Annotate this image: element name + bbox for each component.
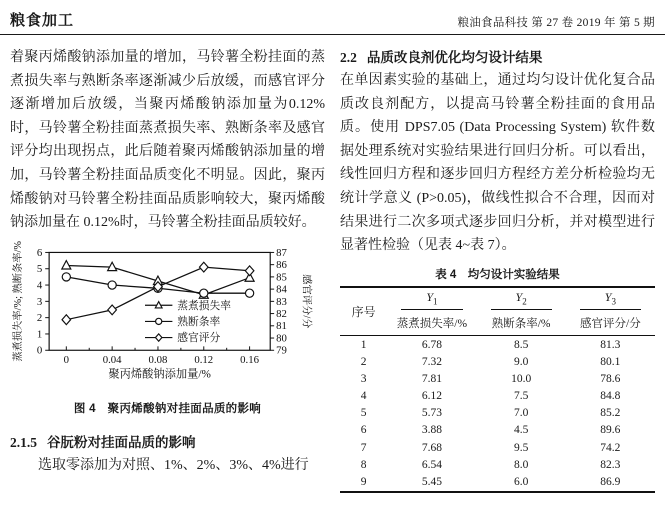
svg-text:79: 79: [276, 344, 287, 357]
table-row: [340, 473, 655, 491]
table-row: [340, 353, 655, 370]
figure4: [10, 241, 325, 416]
y3-subscript: 3: [611, 296, 616, 307]
body-paragraph: 选取零添加为对照、1%、2%、3%、4%进行: [38, 457, 309, 473]
svg-text:80: 80: [276, 332, 287, 345]
svg-text:86: 86: [276, 258, 287, 271]
svg-text:1: 1: [36, 328, 43, 341]
table-cell: 6.0: [513, 476, 529, 489]
table-cell: 3: [360, 372, 367, 385]
table-row: [340, 387, 655, 404]
svg-text:0.12: 0.12: [194, 353, 214, 366]
table-cell: 86.9: [600, 476, 621, 489]
left-column: [10, 46, 325, 493]
y2-symbol: Y: [515, 290, 523, 305]
section-heading-2-1-5: [10, 431, 325, 454]
page-body: [0, 35, 665, 493]
table-cell: 7.32: [421, 355, 442, 368]
table-cell: 89.6: [600, 424, 621, 437]
table-cell: 5: [360, 407, 367, 420]
table-cell: 2: [360, 355, 367, 368]
table-cell: 6.78: [421, 338, 442, 351]
col-header-y2-name: 熟断条率/%: [477, 312, 566, 335]
svg-text:蒸煮损失率: 蒸煮损失率: [177, 299, 232, 312]
table-cell: 6: [360, 424, 367, 437]
svg-text:熟断条率: 熟断条率: [177, 315, 221, 328]
right-column: [340, 46, 655, 493]
table-row: [340, 422, 655, 439]
table-cell: 4.5: [513, 424, 529, 437]
col-header-y2: [477, 287, 566, 313]
table4-header: [340, 287, 655, 336]
table4-body: [340, 335, 655, 491]
table4-caption: 表 4 均匀设计实验结果: [435, 268, 560, 281]
table-cell: 74.2: [600, 441, 621, 454]
table-row: [340, 335, 655, 353]
figure4-caption: 图 4 聚丙烯酸钠对挂面品质的影响: [73, 402, 262, 415]
svg-text:85: 85: [276, 271, 287, 284]
table-row: [340, 405, 655, 422]
table-cell: 9.5: [513, 441, 529, 454]
table-cell: 7.0: [513, 407, 529, 420]
svg-text:感官评分/分: 感官评分/分: [300, 274, 312, 329]
table-cell: 5.45: [421, 476, 442, 489]
table-cell: 6.54: [421, 458, 442, 471]
svg-text:83: 83: [276, 295, 287, 308]
svg-text:0.04: 0.04: [102, 353, 122, 366]
journal-section-title: 粮食加工: [10, 12, 75, 29]
svg-text:81: 81: [276, 319, 287, 332]
y1-symbol: Y: [426, 290, 433, 305]
table-cell: 4: [360, 390, 367, 403]
table-cell: 82.3: [600, 458, 621, 471]
svg-text:3: 3: [36, 295, 43, 308]
table-cell: 80.1: [600, 355, 621, 368]
col-header-y3-name: 感官评分/分: [566, 312, 655, 335]
section-number: 2.1.5: [10, 434, 37, 450]
table-row: [340, 456, 655, 473]
svg-text:聚丙烯酸钠添加量/%: 聚丙烯酸钠添加量/%: [108, 368, 211, 381]
svg-text:87: 87: [276, 246, 287, 259]
table-cell: 78.6: [600, 372, 621, 385]
table-cell: 1: [360, 338, 367, 351]
y3-symbol: Y: [604, 290, 612, 305]
table-cell: 8.5: [513, 338, 529, 351]
svg-text:0.08: 0.08: [148, 353, 168, 366]
svg-text:2: 2: [36, 311, 43, 324]
section-title: 品质改良剂优化均匀设计结果: [366, 50, 543, 65]
col-header-y1: [387, 287, 476, 313]
journal-issue-info: 粮油食品科技 第 27 卷 2019 年 第 5 期: [457, 17, 655, 29]
svg-text:0: 0: [63, 353, 70, 366]
table-cell: 7.5: [513, 390, 529, 403]
table-cell: 9: [360, 476, 367, 489]
table4: [340, 286, 655, 493]
table-cell: 5.73: [421, 407, 442, 420]
table-cell: 3.88: [421, 424, 442, 437]
page-header: [0, 0, 665, 35]
y2-subscript: 2: [522, 296, 527, 307]
svg-text:0: 0: [36, 344, 43, 357]
body-paragraph: 在单因素实验的基础上，通过均匀设计优化复合品质改良剂配方，以提高马铃薯全粉挂面的食用品质。使用 DPS7.05 (Data Processing System) 软件数据处理系统对实验结果进行回归分析。可以看出，线性回归方程和逐步回归方程经方差分析检验均无统计学意义 (P>0.05)，做线性拟合不合理，因而对结果进行二次多项式逐步回归分析，并对模型进行显著性检验（见表 4~表 7）。: [340, 73, 655, 254]
table-cell: 9.0: [513, 355, 529, 368]
section-number: 2.2: [340, 50, 357, 65]
section-heading-2-2: [340, 46, 655, 69]
svg-text:82: 82: [276, 307, 287, 320]
y1-subscript: 1: [433, 296, 438, 307]
svg-text:0.16: 0.16: [240, 353, 260, 366]
svg-text:6: 6: [36, 246, 43, 259]
svg-text:4: 4: [36, 279, 43, 292]
table-cell: 8: [360, 458, 367, 471]
col-header-y1-name: 蒸煮损失率/%: [387, 312, 476, 335]
table-cell: 84.8: [600, 390, 621, 403]
table-cell: 10.0: [511, 372, 532, 385]
svg-text:蒸煮损失率/%; 熟断条率/%: 蒸煮损失率/%; 熟断条率/%: [12, 240, 24, 362]
table-cell: 85.2: [600, 407, 621, 420]
svg-text:84: 84: [276, 283, 287, 296]
table-row: [340, 370, 655, 387]
table-cell: 81.3: [600, 338, 621, 351]
table-cell: 7.68: [421, 441, 442, 454]
table-cell: 7: [360, 441, 367, 454]
col-header-y3: [566, 287, 655, 313]
table-cell: 6.12: [421, 390, 442, 403]
svg-text:感官评分: 感官评分: [177, 332, 221, 345]
table-cell: 8.0: [513, 458, 529, 471]
body-paragraph: 着聚丙烯酸钠添加量的增加，马铃薯全粉挂面的蒸煮损失率与熟断条率逐渐减少后放缓，而感官评分逐渐增加后放缓，当聚丙烯酸钠添加量为0.12%时，马铃薯全粉挂面蒸煮损失率、熟断条率及感官评分均出现拐点，此后随着聚丙烯酸钠添加量的增加，马铃薯全粉挂面品质变化不明显。因此，聚丙烯酸钠对马铃薯全粉挂面品质影响较大，聚丙烯酸钠添加量在 0.12%时，马铃薯全粉挂面品质较好。: [10, 50, 325, 231]
table-cell: 7.81: [421, 372, 442, 385]
table-row: [340, 439, 655, 456]
section-title: 谷朊粉对挂面品质的影响: [47, 434, 196, 450]
svg-text:5: 5: [36, 262, 43, 275]
col-header-index: 序号: [340, 287, 387, 336]
figure4-chart: [10, 241, 325, 393]
